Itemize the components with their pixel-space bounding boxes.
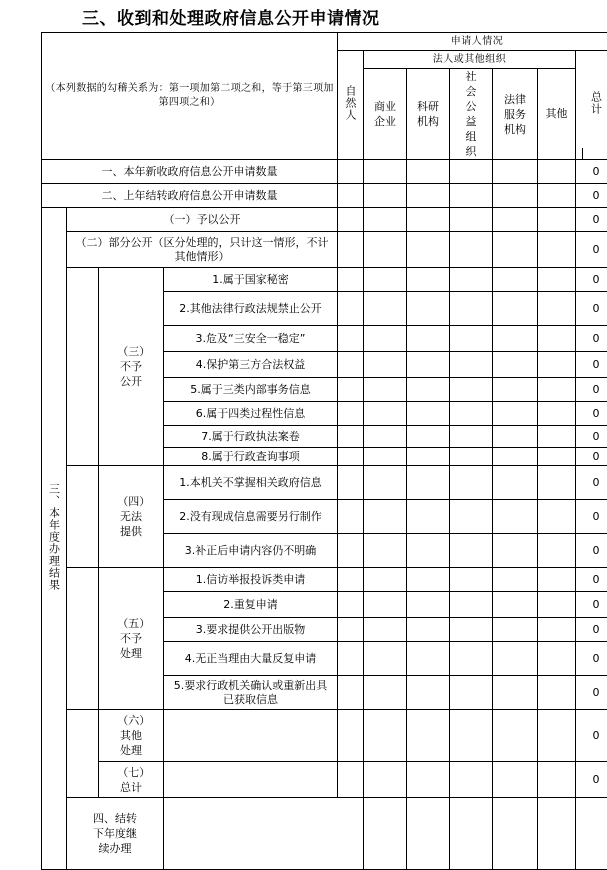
row-not-open-6: 6.属于四类过程性信息 (164, 402, 338, 426)
row-not-open-8: 8.属于行政查询事项 (164, 448, 338, 466)
row-no-handle-5: 5.要求行政机关确认或重新出具已获取信息 (164, 676, 338, 710)
total-cell: 0 (576, 208, 607, 232)
row-carry-forward: 四、结转下年度继续办理 (67, 798, 164, 870)
header-commercial: 商业企业 (364, 69, 407, 160)
total-cell: 0 (576, 618, 607, 642)
row-not-open-3: 3.危及“三安全一稳定” (164, 326, 338, 352)
header-other: 其他 (538, 69, 576, 160)
total-cell: 0 (576, 592, 607, 618)
row-subtotal-blank (164, 762, 338, 798)
row-no-handle-3: 3.要求提供公开出版物 (164, 618, 338, 642)
row-not-open-5: 5.属于三类内部事务信息 (164, 378, 338, 402)
row-carried-requests: 二、上年结转政府信息公开申请数量 (42, 184, 338, 208)
row-new-requests: 一、本年新收政府信息公开申请数量 (42, 160, 338, 184)
total-cell: 0 (576, 534, 607, 568)
row-subtotal: （七）总计 (99, 762, 164, 798)
header-total: 总计 (576, 51, 607, 160)
total-cell: 0 (576, 448, 607, 466)
row-not-open-1: 1.属于国家秘密 (164, 268, 338, 292)
group-no-handle: （五）不予处理 (99, 568, 164, 710)
header-research: 科研机构 (407, 69, 450, 160)
row-no-handle-4: 4.无正当理由大量反复申请 (164, 642, 338, 676)
header-legal-service: 法律服务机构 (493, 69, 538, 160)
total-cell: 0 (576, 402, 607, 426)
header-social: 社会公益组织 (450, 69, 493, 160)
group-cannot-spacer (67, 466, 99, 568)
total-cell: 0 (576, 500, 607, 534)
header-applicant: 申请人情况 (338, 33, 607, 51)
disclosure-table (41, 32, 607, 870)
group-cannot: （四）无法提供 (99, 466, 164, 568)
total-cell: 0 (576, 466, 607, 500)
total-cell: 0 (576, 710, 607, 762)
group-not-open-spacer (67, 268, 99, 466)
total-cell: 0 (576, 232, 607, 268)
row-no-handle-1: 1.信访举报投诉类申请 (164, 568, 338, 592)
page-title: 三、收到和处理政府信息公开申请情况 (82, 9, 380, 29)
row-other-handle-blank (164, 710, 338, 762)
total-cell: 0 (576, 292, 607, 326)
total-cell: 0 (576, 326, 607, 352)
total-cell: 0 (576, 642, 607, 676)
row-other-handle: （六）其他处理 (99, 710, 164, 762)
header-natural-person: 自然人 (338, 51, 364, 160)
group-no-handle-spacer (67, 568, 99, 710)
row-cannot-3: 3.补正后申请内容仍不明确 (164, 534, 338, 568)
total-cell: 0 (576, 160, 607, 184)
total-cell: 0 (576, 568, 607, 592)
row-not-open-2: 2.其他法律行政法规禁止公开 (164, 292, 338, 326)
row-cannot-1: 1.本机关不掌握相关政府信息 (164, 466, 338, 500)
total-cell: 0 (576, 352, 607, 378)
total-cell: 0 (576, 676, 607, 710)
total-cell: 0 (576, 378, 607, 402)
total-cell: 0 (576, 426, 607, 448)
header-note: （本列数据的勾稽关系为：第一项加第二项之和，等于第三项加第四项之和） (42, 33, 338, 160)
row-cannot-2: 2.没有现成信息需要另行制作 (164, 500, 338, 534)
row-not-open-7: 7.属于行政执法案卷 (164, 426, 338, 448)
row-open: （一）予以公开 (67, 208, 338, 232)
header-legal-org: 法人或其他组织 (364, 51, 576, 69)
row-partial: （二）部分公开（区分处理的，只计这一情形，不计其他情形） (67, 232, 338, 268)
group-tail-spacer (67, 710, 99, 798)
total-cell: 0 (576, 762, 607, 798)
group-results: 三、本年度办理结果 (42, 208, 67, 870)
row-not-open-4: 4.保护第三方合法权益 (164, 352, 338, 378)
total-cell: 0 (576, 184, 607, 208)
group-not-open: （三）不予公开 (99, 268, 164, 466)
total-cell: 0 (576, 268, 607, 292)
row-no-handle-2: 2.重复申请 (164, 592, 338, 618)
